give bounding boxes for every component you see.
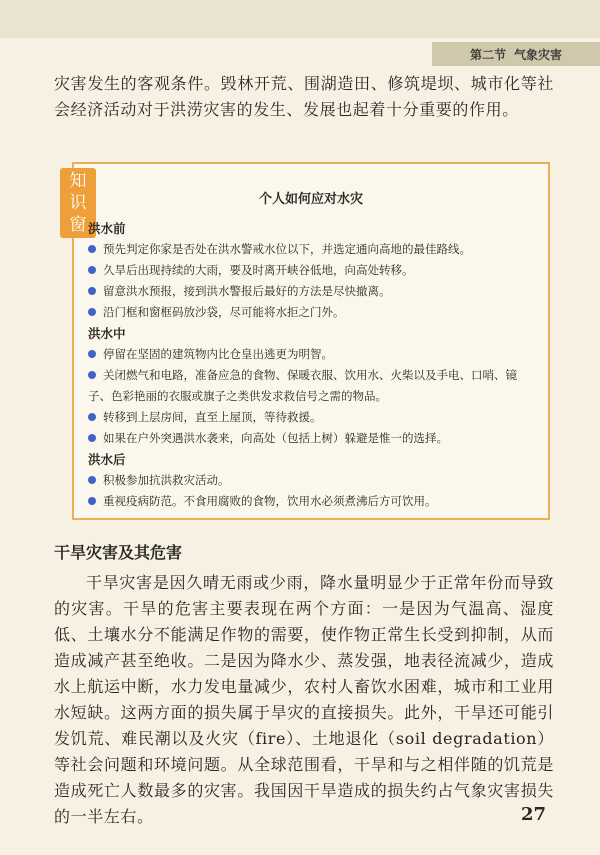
- page-number: 27: [521, 804, 547, 825]
- knowledge-window-body: [88, 218, 536, 512]
- header-title: 气象灾害: [514, 47, 563, 62]
- list-item: 积极参加抗洪救灾活动。: [88, 470, 536, 491]
- badge-char-2: 识: [69, 193, 87, 213]
- bullet-icon: [88, 287, 96, 295]
- bullet-icon: [88, 266, 96, 274]
- list-item: 转移到上层房间，直至上屋顶，等待救援。: [88, 407, 536, 428]
- list-item: 久旱后出现持续的大雨，要及时离开峡谷低地，向高处转移。: [88, 260, 536, 281]
- list-item: 如果在户外突遇洪水袭来，向高处（包括上树）躲避是惟一的选择。: [88, 428, 536, 449]
- section-heading-during: 洪水中: [88, 326, 126, 341]
- list-item: 关闭燃气和电路，准备应急的食物、保暖衣服、饮用水、火柴以及手电、口哨、镜子、色彩艳丽的衣服或旗子之类供发求救信号之需的物品。: [88, 368, 517, 403]
- bullet-icon: [88, 476, 96, 484]
- intro-paragraph: 灾害发生的客观条件。毁林开荒、围湖造田、修筑堤坝、城市化等社会经济活动对于洪涝灾害的发生、发展也起着十分重要的作用。: [54, 74, 554, 119]
- list-item: 停留在坚固的建筑物内比仓皇出逃更为明智。: [88, 344, 536, 365]
- header-section: 第二节: [469, 47, 506, 62]
- list-item: 留意洪水预报，接到洪水警报后最好的方法是尽快撤离。: [88, 281, 536, 302]
- section-heading-after: 洪水后: [88, 452, 126, 467]
- section-heading-drought: 干旱灾害及其危害: [54, 543, 183, 562]
- list-item: 重视疫病防范。不食用腐败的食物，饮用水必须煮沸后方可饮用。: [88, 491, 536, 512]
- bullet-icon: [88, 308, 96, 316]
- header-strip: [0, 0, 600, 38]
- list-item: 预先判定你家是否处在洪水警戒水位以下，并选定通向高地的最佳路线。: [88, 239, 536, 260]
- bullet-icon: [88, 497, 96, 505]
- running-header: [432, 42, 600, 66]
- list-item: 沿门框和窗框码放沙袋，尽可能将水拒之门外。: [88, 302, 536, 323]
- badge-char-1: 知: [69, 171, 87, 191]
- bullet-icon: [88, 434, 96, 442]
- section-heading-before: 洪水前: [88, 221, 126, 236]
- bullet-icon: [88, 371, 96, 379]
- bullet-icon: [88, 245, 96, 253]
- drought-paragraph: 干旱灾害是因久晴无雨或少雨，降水量明显少于正常年份而导致的灾害。干旱的危害主要表现在两个方面：一是因为气温高、湿度低、土壤水分不能满足作物的需要，使作物正常生长受到抑制，从而造成减产甚至绝收。二是因为降水少、蒸发强，地表径流减少，造成水上航运中断，水力发电量减少，农村人畜饮水困难，城市和工业用水短缺。这两方面的损失属于旱灾的直接损失。此外，干旱还可能引发饥荒、难民潮以及火灾（fire）、土地退化（soil degradation）等社会问题和环境问题。从全球范围看，干旱和与之相伴随的饥荒是造成死亡人数最多的灾害。我国因干旱造成的损失约占气象灾害损失的一半左右。: [54, 573, 554, 826]
- badge-char-3: 窗: [69, 215, 87, 235]
- knowledge-window-title: 个人如何应对水灾: [258, 192, 363, 207]
- bullet-icon: [88, 413, 96, 421]
- bullet-icon: [88, 350, 96, 358]
